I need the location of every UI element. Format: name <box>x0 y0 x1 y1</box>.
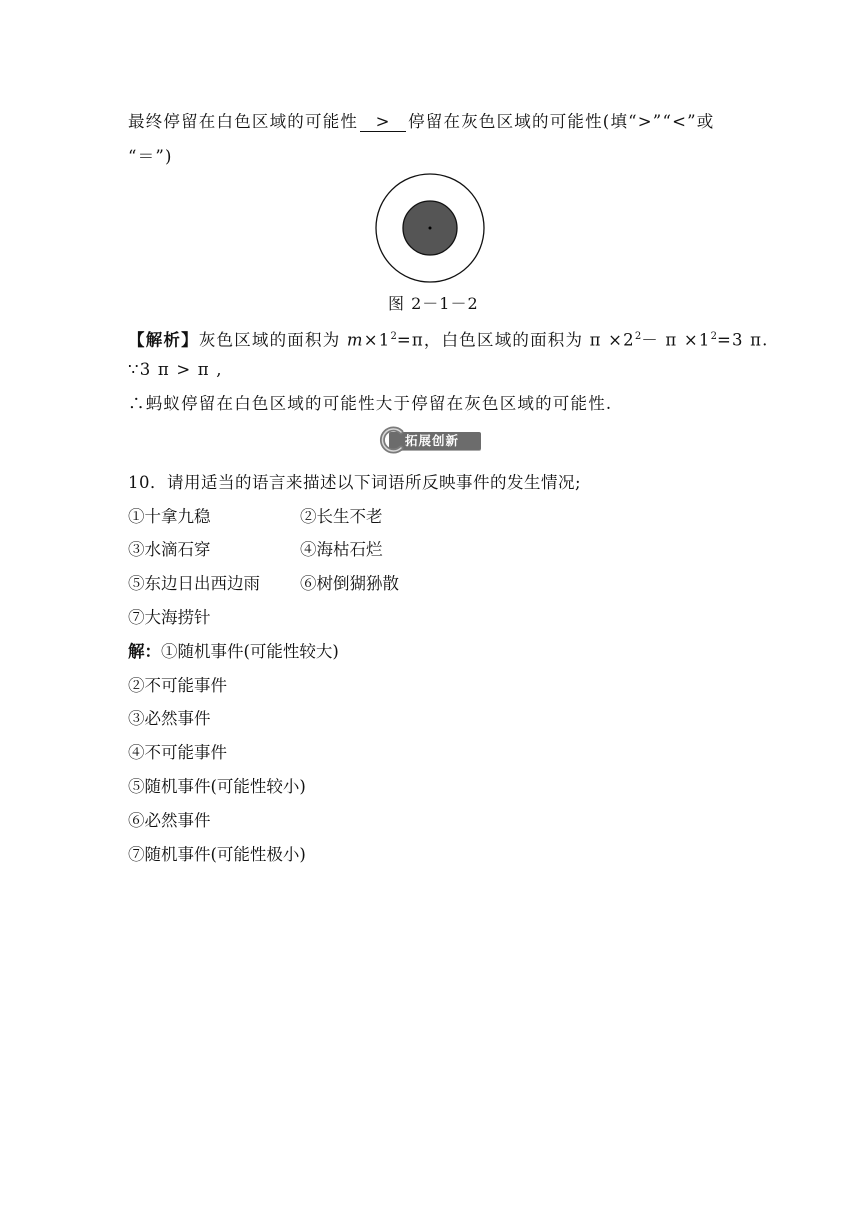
concentric-circles-figure <box>375 173 485 283</box>
variable-m: m <box>346 330 364 350</box>
answer-1-line <box>128 641 339 663</box>
answer-4: ④不可能事件 <box>128 743 227 762</box>
solution-9-therefore: ∴蚂蚁停留在白色区域的可能性大于停留在灰色区域的可能性. <box>128 394 613 413</box>
solution-label: 解： <box>128 642 161 661</box>
solution-text-d: － π ×1 <box>641 330 711 350</box>
idiom-1: ①十拿九稳 <box>128 507 211 526</box>
center-dot <box>429 227 432 230</box>
solution-text-e: =3 π. <box>716 330 769 350</box>
idiom-6: ⑥树倒猢狲散 <box>300 574 399 593</box>
superscript-1: 2 <box>390 331 397 342</box>
answer-1: ①随机事件(可能性较大) <box>161 642 339 661</box>
section-banner <box>375 425 483 455</box>
superscript-2: 2 <box>634 331 642 342</box>
answer-blank: > <box>360 113 406 132</box>
solution-text-a: 灰色区域的面积为 <box>198 330 347 350</box>
idiom-2: ②长生不老 <box>300 507 383 526</box>
answer-3: ③必然事件 <box>128 709 211 728</box>
question-9-text-b: 停留在灰色区域的可能性(填“>”“<”或 <box>408 112 715 131</box>
banner-label: 拓展创新 <box>405 433 460 448</box>
idiom-7: ⑦大海捞针 <box>128 608 211 627</box>
solution-9-line-1 <box>128 326 769 352</box>
idiom-5: ⑤东边日出西边雨 <box>128 574 260 593</box>
question-9-options: “＝”) <box>128 147 173 166</box>
answer-7: ⑦随机事件(可能性极小) <box>128 845 306 864</box>
question-9-text-a: 最终停留在白色区域的可能性 <box>128 112 359 131</box>
c-logo-icon <box>375 425 409 455</box>
answer-6: ⑥必然事件 <box>128 811 211 830</box>
idiom-3: ③水滴石穿 <box>128 540 211 559</box>
figure-caption: 图 2－1－2 <box>388 294 479 313</box>
question-9-line-1 <box>128 111 714 133</box>
solution-text-b: ×1 <box>363 330 391 350</box>
superscript-3: 2 <box>710 331 717 342</box>
question-10-prompt: 10．请用适当的语言来描述以下词语所反映事件的发生情况; <box>128 473 582 492</box>
solution-text-c: =π，白色区域的面积为 π ×2 <box>396 330 635 350</box>
solution-tag: 【解析】 <box>128 330 199 350</box>
question-9-line-2 <box>128 146 173 168</box>
answer-2: ②不可能事件 <box>128 676 227 695</box>
idiom-4: ④海枯石烂 <box>300 540 383 559</box>
answer-5: ⑤随机事件(可能性较小) <box>128 777 306 796</box>
solution-9-because: ∵3 π > π , <box>128 360 223 379</box>
